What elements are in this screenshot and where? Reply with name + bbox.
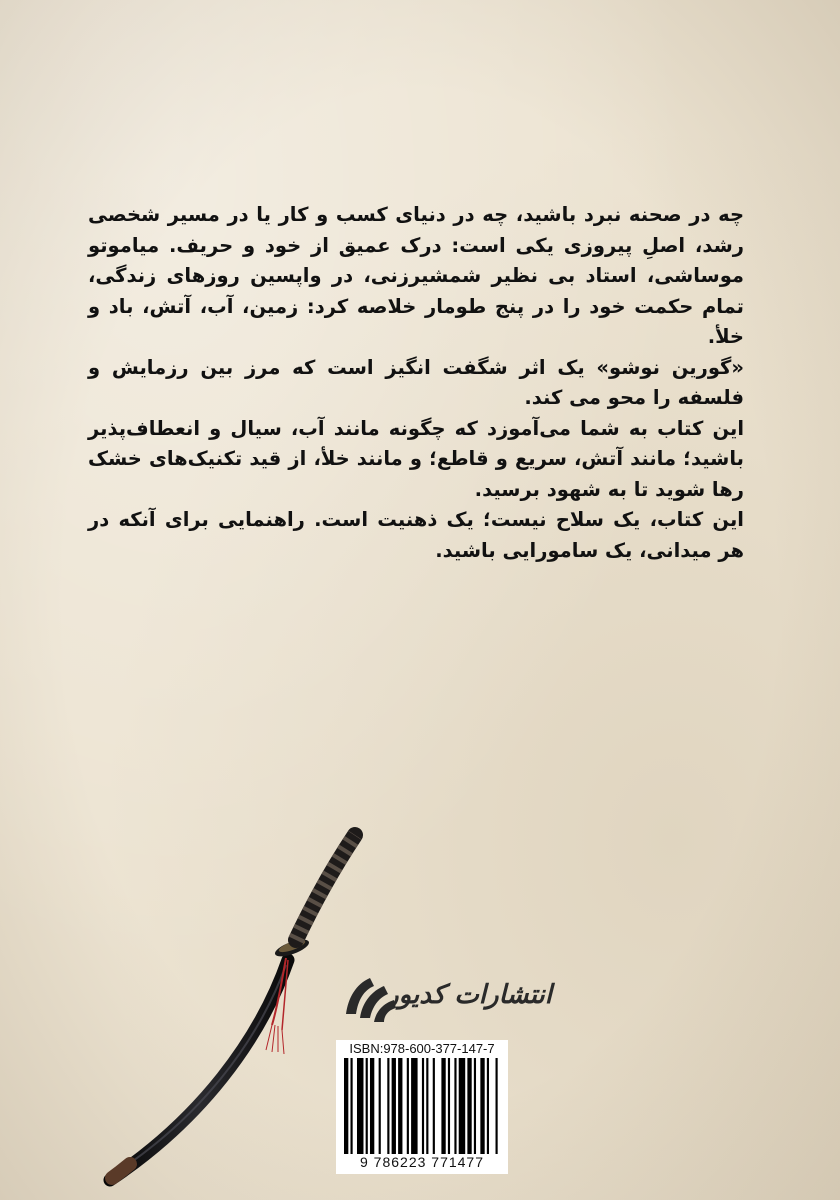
barcode-bar	[454, 1058, 456, 1154]
barcode-bar	[357, 1058, 363, 1154]
publisher-mark	[340, 970, 552, 1030]
barcode-bar	[379, 1058, 381, 1154]
barcode-bar	[422, 1058, 424, 1154]
blurb-paragraph-2: «گورین نوشو» یک اثر شگفت انگیز است که مرز بین رزمایش و فلسفه را محو می کند.	[88, 355, 744, 409]
back-cover-blurb	[88, 200, 744, 566]
barcode-bar	[441, 1058, 445, 1154]
barcode-bar	[448, 1058, 450, 1154]
blurb-paragraph-4: این کتاب، یک سلاح نیست؛ یک ذهنیت است. راهنمایی برای آنکه در هر میدانی، یک سامورایی باشید.	[88, 508, 744, 562]
barcode-bar	[426, 1058, 428, 1154]
barcode-digits: 9 786223 771477	[360, 1154, 484, 1170]
barcode-bar	[350, 1058, 352, 1154]
blurb-paragraph-3: این کتاب به شما می‌آموزد که چگونه مانند آب، سیال و انعطاف‌پذیر باشید؛ مانند آتش، سریع و قاطع؛ و مانند خلأ، از قید تکنیک‌های خشک رها شوید تا به شهود برسید.	[88, 416, 744, 501]
barcode-bar	[387, 1058, 389, 1154]
barcode-bar	[480, 1058, 484, 1154]
barcode-bar	[487, 1058, 489, 1154]
barcode-bar	[344, 1058, 348, 1154]
blurb-paragraph-1: چه در صحنه نبرد باشید، چه در دنیای کسب و کار یا در مسیر شخصی رشد، اصلِ پیروزی یکی است: درک عمیق از خود و حریف. میاموتو موساشی، استاد بی نظیر شمشیرزنی، در واپسین روزهای زندگی، تمام حکمت خود را در پنج طومار خلاصه کرد: زمین، آب، آتش، باد و خلأ.	[88, 203, 744, 348]
barcode-bar	[370, 1058, 374, 1154]
isbn-barcode	[336, 1040, 508, 1174]
barcode-bar	[467, 1058, 471, 1154]
barcode-bar	[496, 1058, 498, 1154]
barcode-bar	[411, 1058, 417, 1154]
barcode-bar	[398, 1058, 402, 1154]
barcode-bars	[344, 1058, 502, 1154]
isbn-label: ISBN:978-600-377-147-7	[349, 1041, 495, 1056]
publisher-name: انتشارات کدیور	[386, 980, 552, 1010]
barcode-bar	[459, 1058, 465, 1154]
barcode-bar	[392, 1058, 396, 1154]
barcode-bar	[433, 1058, 435, 1154]
barcode-bar	[407, 1058, 409, 1154]
barcode-bar	[366, 1058, 368, 1154]
barcode-bar	[474, 1058, 476, 1154]
